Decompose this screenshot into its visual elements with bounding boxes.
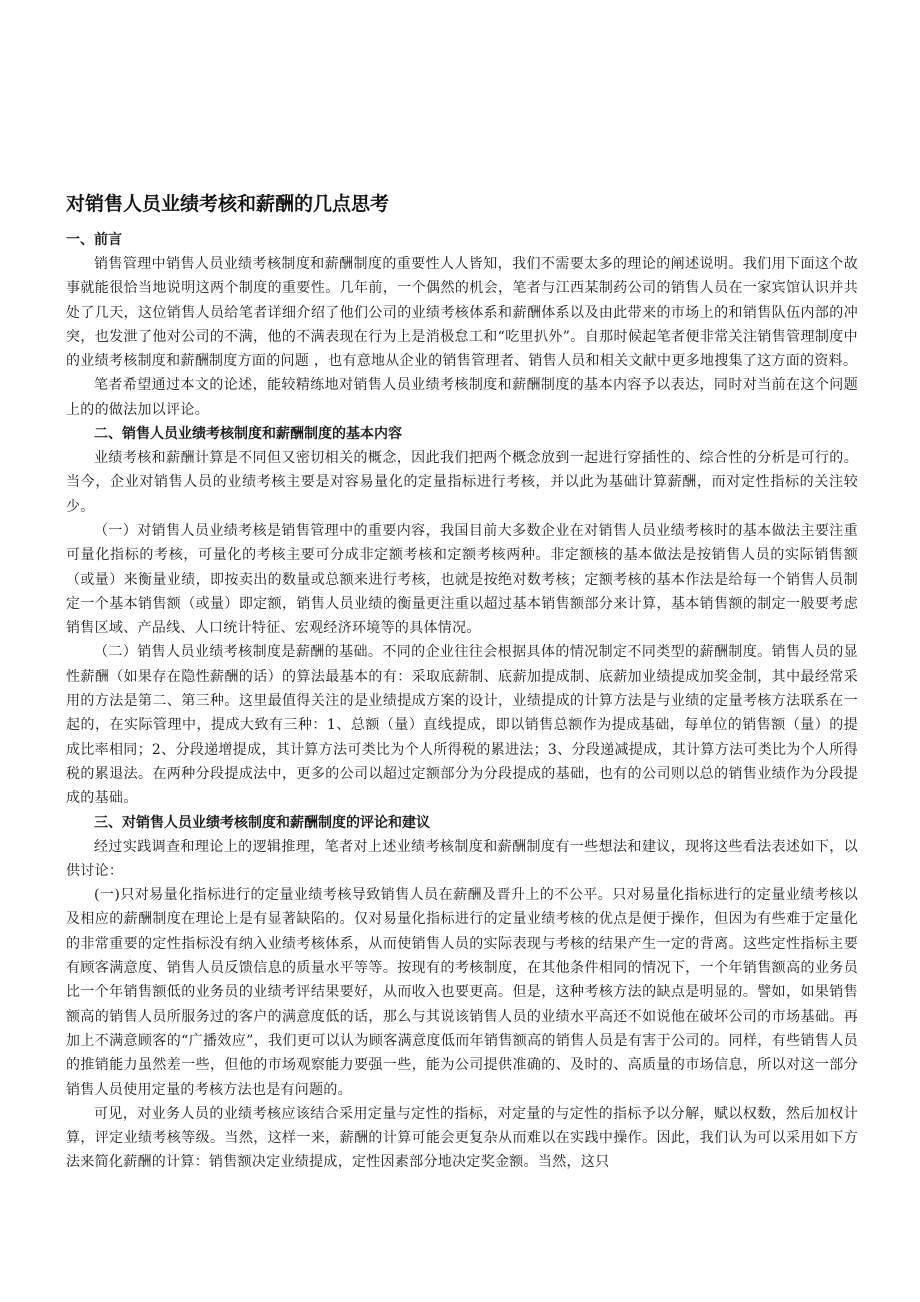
document-body <box>66 228 858 1175</box>
paragraph: 经过实践调查和理论上的逻辑推理，笔者对上述业绩考核制度和薪酬制度有一些想法和建议，现将这些看法表述如下，以供讨论： <box>66 838 858 879</box>
paragraph: （一）对销售人员业绩考核是销售管理中的重要内容，我国目前大多数企业在对销售人员业绩考核时的基本做法主要注重可量化指标的考核，可量化的考核主要可分成非定额考核和定额考核两种。非定额核的基本做法是按销售人员的实际销售额（或量）来衡量业绩，即按卖出的数量或总额来进行考核，也就是按绝对数考核；定额考核的基本作法是给每一个销售人员制定一个基本销售额（或量）即定额，销售人员业绩的衡量更注重以超过基本销售额部分来计算，基本销售额的制定一般要考虑销售区域、产品线、人口统计特征、宏观经济环境等的具体情况。 <box>66 522 858 637</box>
section-heading: 一、前言 <box>66 232 122 248</box>
paragraph: 销售管理中销售人员业绩考核制度和薪酬制度的重要性人人皆知，我们不需要太多的理论的阐述说明。我们用下面这个故事就能很恰当地说明这两个制度的重要性。几年前，一个偶然的机会，笔者与江西某制药公司的销售人员在一家宾馆认识并共处了几天，这位销售人员给笔者详细介绍了他们公司的业绩考核体系和薪酬体系以及由此带来的市场上的和销售队伍内部的冲突，也发泄了他对公司的不满，他的不满表现在行为上是消极怠工和“吃里扒外”。自那时候起笔者便非常关注销售管理制度中的业绩考核制度和薪酬制度方面的问题 ，也有意地从企业的销售管理者、销售人员和相关文献中更多地搜集了这方面的资料。 <box>66 256 858 370</box>
document-title: 对销售人员业绩考核和薪酬的几点思考 <box>66 193 390 215</box>
document-page <box>66 190 858 1175</box>
paragraph: （二）销售人员业绩考核制度是薪酬的基础。不同的企业往往会根据具体的情况制定不同类型的薪酬制度。销售人员的显性薪酬（如果存在隐性薪酬的话）的算法最基本的有：采取底薪制、底薪加提成制、底薪加业绩提成加奖金制，其中最经常采用的方法是第二、第三种。这里最值得关注的是业绩提成方案的设计，业绩提成的计算方法是与业绩的定量考核方法联系在一起的，在实际管理中，提成大致有三种：1、总额（量）直线提成，即以销售总额作为提成基础，每单位的销售额（量）的提成比率相同；2、分段递增提成，其计算方法可类比为个人所得税的累进法；3、分段递减提成，其计算方法可类比为个人所得税的累退法。在两种分段提成法中，更多的公司以超过定额部分为分段提成的基础，也有的公司则以总的销售业绩作为分段提成的基础。 <box>66 644 858 807</box>
section-heading: 三、对销售人员业绩考核制度和薪酬制度的评论和建议 <box>94 814 430 831</box>
paragraph: (一)只对易量化指标进行的定量业绩考核导致销售人员在薪酬及晋升上的不公平。只对易量化指标进行的定量业绩考核以及相应的薪酬制度在理论上是有显著缺陷的。仅对易量化指标进行的定量业绩考核的优点是便于操作，但因为有些难于定量化的非常重要的定性指标没有纳入业绩考核体系，从而使销售人员的实际表现与考核的结果产生一定的背离。这些定性指标主要有顾客满意度、销售人员反馈信息的质量水平等等。按现有的考核制度，在其他条件相同的情况下，一个年销售额高的业务员比一个年销售额低的业务员的业绩考评结果要好，从而收入也要更高。但是，这种考核方法的缺点是明显的。譬如，如果销售额高的销售人员所服务过的客户的满意度低的话，那么与其说该销售人员的业绩水平高还不如说他在破坏公司的市场基础。再加上不满意顾客的“广播效应”，我们更可以认为顾客满意度低而年销售额高的销售人员是有害于公司的。同样，有些销售人员的推销能力虽然差一些，但他的市场观察能力要强一些，能为公司提供准确的、及时的、高质量的市场信息，所以对这一部分销售人员使用定量的考核方法也是有问题的。 <box>66 887 858 1098</box>
paragraph: 业绩考核和薪酬计算是不同但又密切相关的概念，因此我们把两个概念放到一起进行穿插性的、综合性的分析是可行的。当今，企业对销售人员的业绩考核主要是对容易量化的定量指标进行考核，并以此为基础计算薪酬，而对定性指标的关注较少。 <box>66 450 858 515</box>
paragraph: 可见，对业务人员的业绩考核应该结合采用定量与定性的指标，对定量的与定性的指标予以分解，赋以权数，然后加权计算，评定业绩考核等级。当然，这样一来，薪酬的计算可能会更复杂从而难以在实践中操作。因此，我们认为可以采用如下方法来简化薪酬的计算：销售额决定业绩提成，定性因素部分地决定奖金额。当然，这只 <box>66 1105 858 1171</box>
paragraph: 笔者希望通过本文的论述，能较精练地对销售人员业绩考核制度和薪酬制度的基本内容予以表达，同时对当前在这个问题上的的做法加以评论。 <box>66 377 858 418</box>
section-heading: 二、销售人员业绩考核制度和薪酬制度的基本内容 <box>94 426 402 443</box>
